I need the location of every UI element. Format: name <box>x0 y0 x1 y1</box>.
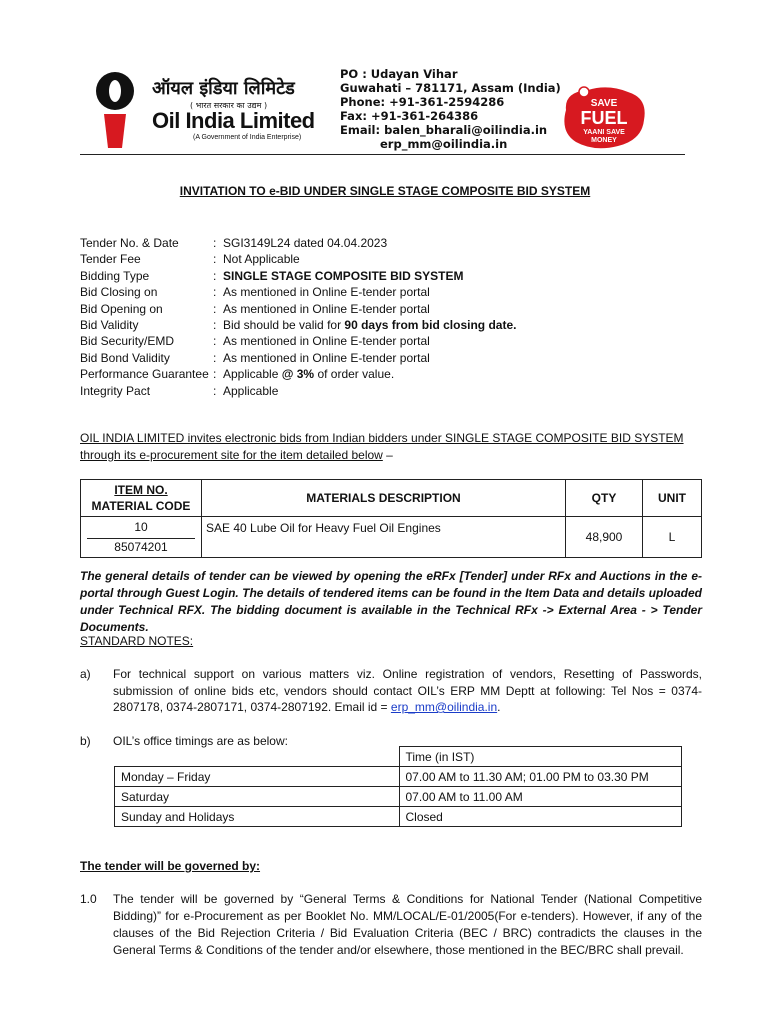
company-hindi-subtitle: ( भारत सरकार का उद्यम ) <box>190 101 268 110</box>
header-divider <box>80 154 685 155</box>
detail-key: Tender Fee <box>80 252 141 267</box>
day-cell: Sunday and Holidays <box>115 807 400 827</box>
detail-value: SINGLE STAGE COMPOSITE BID SYSTEM <box>223 268 464 283</box>
detail-row: Integrity Pact : Applicable <box>80 383 279 398</box>
clause-label: 1.0 <box>80 892 97 906</box>
detail-key: Integrity Pact <box>80 383 151 398</box>
company-hindi-name: ऑयल इंडिया लिमिटेड <box>152 78 295 99</box>
badge-fuel-text: FUEL <box>580 108 628 128</box>
intro-text: OIL INDIA LIMITED invites electronic bids from Indian bidders under SINGLE STAGE COMPOSITE BID SYSTEM through its e-procurement site for the item detailed below <box>80 431 684 462</box>
note-label: a) <box>80 667 91 681</box>
table-row <box>115 767 682 787</box>
detail-value: Not Applicable <box>223 252 300 267</box>
detail-row: Bid Bond Validity : As mentioned in Online E-tender portal <box>80 350 430 365</box>
standard-notes-heading: STANDARD NOTES: <box>80 634 194 648</box>
detail-value: As mentioned in Online E-tender portal <box>223 334 430 349</box>
detail-row: Bid Validity : Bid should be valid for 90 days from bid closing date. <box>80 318 517 333</box>
address-line: Email: balen_bharali@oilindia.in <box>340 123 548 137</box>
unit-header: UNIT <box>643 480 702 517</box>
item-no-header: ITEM NO. <box>114 483 168 497</box>
qty-header: QTY <box>566 480 643 517</box>
detail-key: Bid Security/EMD <box>80 334 175 349</box>
note-text: For technical support on various matters viz. Online registration of vendors, Resetting of Passwords, submission of online bids etc, vendors should contact OIL’s ERP MM Deptt at following: Tel Nos = 0374-2807178, 0374-2807171, 0374-2807192. Email id = <box>113 667 702 714</box>
time-cell: 07.00 AM to 11.30 AM; 01.00 PM to 03.30 PM <box>399 767 682 787</box>
table-row <box>115 807 682 827</box>
material-code: 85074201 <box>87 538 195 555</box>
detail-value: Bid should be valid for <box>223 318 345 333</box>
detail-value: of order value. <box>314 367 395 382</box>
detail-value-bold: @ 3% <box>281 367 315 382</box>
company-name: Oil India Limited <box>152 108 315 133</box>
badge-money-text: MONEY <box>591 137 617 144</box>
qty-cell: 48,900 <box>566 517 643 558</box>
detail-key: Bid Opening on <box>80 301 163 316</box>
detail-row: Performance Guarantee : Applicable @ 3% of order value. <box>80 367 395 382</box>
description-cell: SAE 40 Lube Oil for Heavy Fuel Oil Engines <box>202 517 566 558</box>
detail-row: Tender Fee : Not Applicable <box>80 252 300 267</box>
detail-key: Bid Closing on <box>80 285 158 300</box>
address-line: Phone: +91-361-2594286 <box>340 95 505 109</box>
material-code-header: MATERIAL CODE <box>91 499 191 513</box>
company-subtitle: (A Government of India Enterprise) <box>193 134 302 141</box>
time-cell: 07.00 AM to 11.00 AM <box>399 787 682 807</box>
tender-details <box>80 235 516 399</box>
detail-row: Bid Opening on : As mentioned in Online E-tender portal <box>80 301 430 316</box>
page-title: INVITATION TO e-BID UNDER SINGLE STAGE COMPOSITE BID SYSTEM <box>179 184 591 198</box>
detail-row: Bid Security/EMD : As mentioned in Online E-tender portal <box>80 334 430 349</box>
table-row <box>115 787 682 807</box>
general-details-paragraph: The general details of tender can be viewed by opening the eRFx [Tender] under RFx and Auctions in the e-portal through Guest Login. The details of tendered items can be found in the Item Data and details uploaded under Technical RFX. The bidding document is available in the Technical RFx -> External Area - > Tender Documents. <box>80 569 702 634</box>
clause-text: The tender will be governed by “General Terms & Conditions for National Tender (National Competitive Bidding)” for e-Procurement as per Booklet No. MM/LOCAL/E-01/2005(For e-tenders). However, if any of the clauses of the Bid Rejection Criteria / Bid Evaluation Criteria (BEC / BRC) contradicts the clauses in the General Terms & Conditions of the tender and/or elsewhere, those mentioned in the BEC/BRC shall prevail. <box>113 892 702 957</box>
support-email-link[interactable]: erp_mm@oilindia.in <box>390 700 498 714</box>
item-code-cell <box>81 517 202 558</box>
note-label: b) <box>80 734 91 748</box>
badge-yaani-text: YAANI SAVE <box>583 129 625 136</box>
detail-row: Bid Closing on : As mentioned in Online E-tender portal <box>80 285 430 300</box>
item-code-header <box>81 480 202 517</box>
detail-key: Bid Bond Validity <box>80 350 170 365</box>
intro-paragraph <box>80 430 702 464</box>
address-line: Guwahati – 781171, Assam (India) <box>340 81 561 95</box>
governed-by-heading: The tender will be governed by: <box>80 859 261 873</box>
detail-key: Bidding Type <box>80 268 150 283</box>
oil-india-logo-icon <box>92 70 138 148</box>
items-table <box>80 479 702 558</box>
detail-key: Bid Validity <box>80 318 139 333</box>
day-cell: Saturday <box>115 787 400 807</box>
table-row <box>115 747 682 767</box>
address-line: PO : Udayan Vihar <box>340 67 458 81</box>
address-line: erp_mm@oilindia.in <box>380 137 508 151</box>
day-cell: Monday – Friday <box>115 767 400 787</box>
badge-save-text: SAVE <box>590 98 618 109</box>
description-header: MATERIALS DESCRIPTION <box>202 480 566 517</box>
detail-value-bold: 90 days from bid closing date. <box>344 318 517 333</box>
save-fuel-badge-icon <box>558 84 648 152</box>
clause-1 <box>80 891 702 959</box>
address-line: Fax: +91-361-264386 <box>340 109 479 123</box>
detail-value: As mentioned in Online E-tender portal <box>223 285 430 300</box>
detail-key: Tender No. & Date <box>80 236 179 250</box>
detail-value: Applicable <box>223 383 279 398</box>
detail-value: SGI3149L24 dated 04.04.2023 <box>223 236 388 250</box>
time-cell: Closed <box>399 807 682 827</box>
detail-row: Bidding Type : SINGLE STAGE COMPOSITE BID SYSTEM <box>80 268 464 283</box>
detail-value: As mentioned in Online E-tender portal <box>223 350 430 365</box>
detail-row: Tender No. & Date : SGI3149L24 dated 04.04.2023 <box>80 236 388 250</box>
empty-cell <box>115 747 400 767</box>
note-end: . <box>497 700 501 714</box>
detail-value: As mentioned in Online E-tender portal <box>223 301 430 316</box>
note-a <box>80 666 702 716</box>
table-row <box>81 517 702 558</box>
table-header-row <box>81 480 702 517</box>
office-timings-table <box>114 746 682 827</box>
note-text: OIL’s office timings are as below: <box>113 734 288 748</box>
contact-address <box>340 67 561 151</box>
intro-tail: – <box>382 448 393 462</box>
item-no: 10 <box>134 520 148 534</box>
unit-cell: L <box>643 517 702 558</box>
detail-key: Performance Guarantee <box>80 367 209 382</box>
timings-header: Time (in IST) <box>399 747 682 767</box>
detail-value: Applicable <box>223 367 282 382</box>
